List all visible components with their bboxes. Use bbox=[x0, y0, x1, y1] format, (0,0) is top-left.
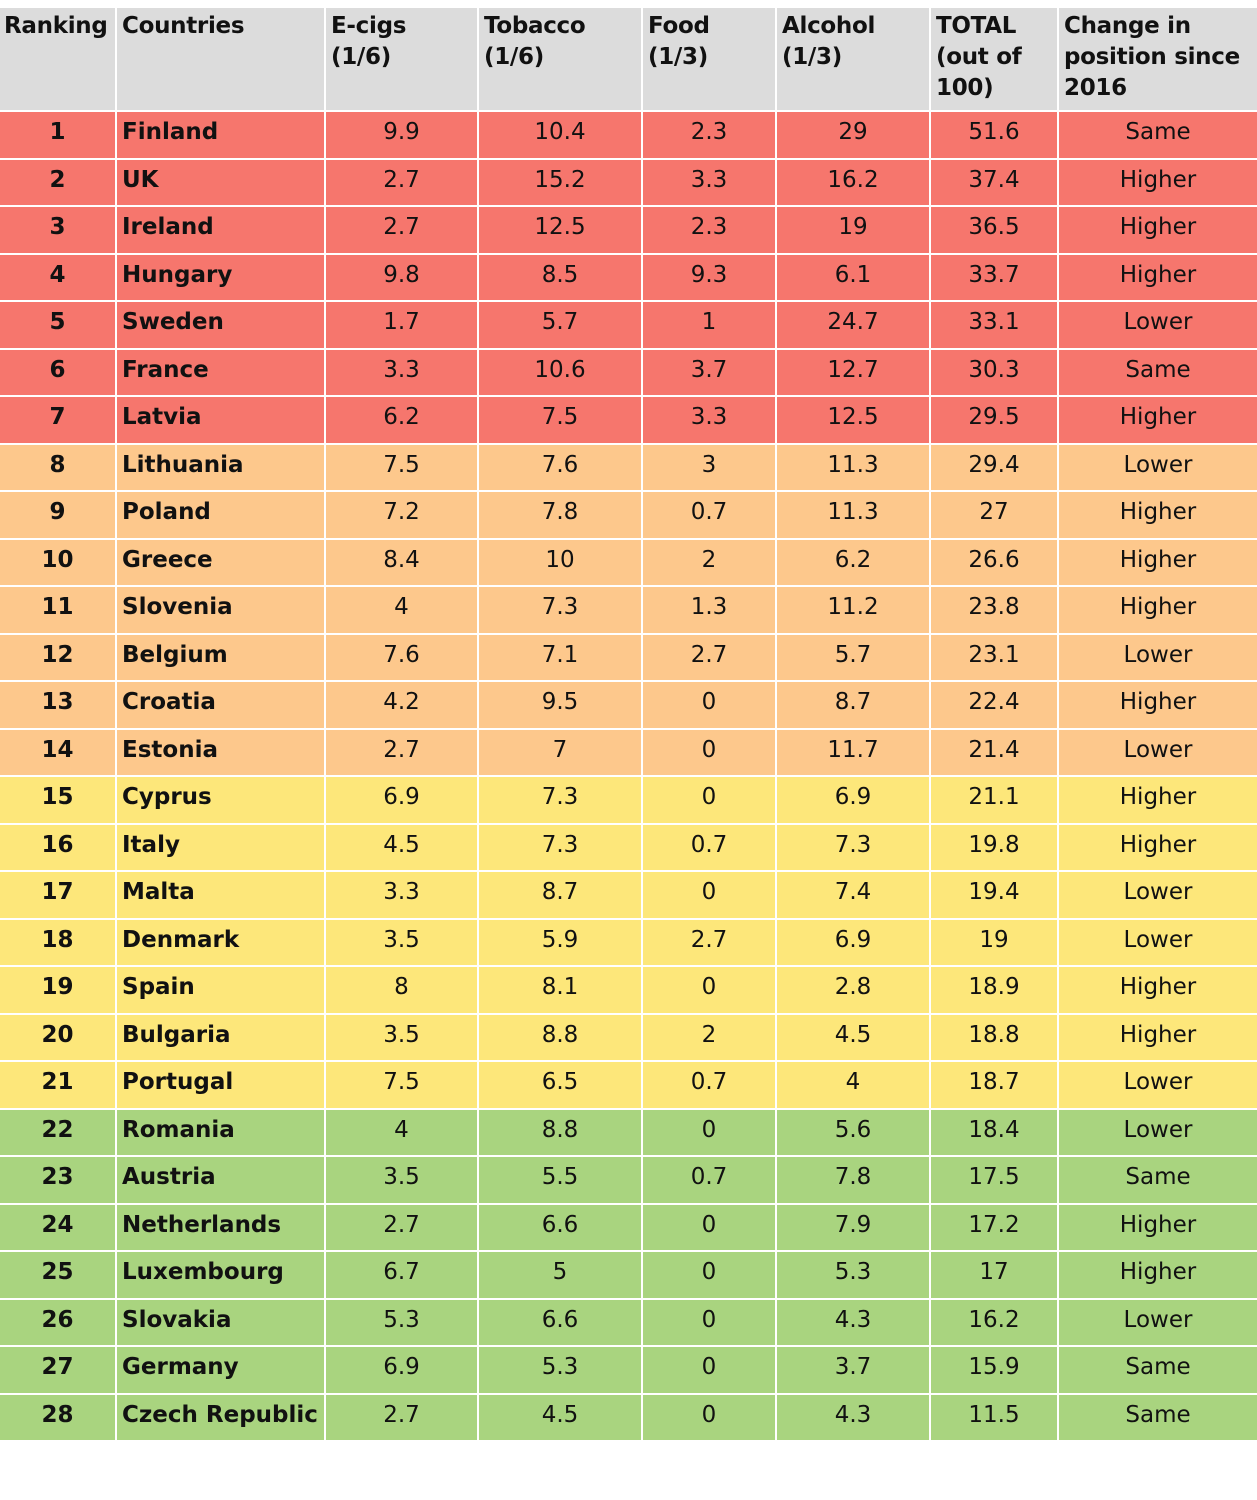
total-cell: 21.1 bbox=[930, 776, 1058, 824]
tobacco-cell: 7.8 bbox=[478, 491, 642, 539]
food-cell: 2.3 bbox=[642, 206, 776, 254]
tobacco-cell: 6.6 bbox=[478, 1204, 642, 1252]
food-cell: 0 bbox=[642, 776, 776, 824]
alcohol-cell: 5.7 bbox=[776, 634, 930, 682]
total-cell: 22.4 bbox=[930, 681, 1058, 729]
food-cell: 2 bbox=[642, 1014, 776, 1062]
rank-cell: 14 bbox=[0, 729, 116, 777]
food-cell: 0.7 bbox=[642, 491, 776, 539]
food-cell: 0 bbox=[642, 1204, 776, 1252]
rank-cell: 18 bbox=[0, 919, 116, 967]
table-row bbox=[0, 1204, 1257, 1252]
rank-cell: 15 bbox=[0, 776, 116, 824]
ecigs-cell: 6.2 bbox=[325, 396, 478, 444]
rank-cell: 12 bbox=[0, 634, 116, 682]
food-cell: 0.7 bbox=[642, 1061, 776, 1109]
change-cell: Higher bbox=[1058, 681, 1257, 729]
rank-cell: 7 bbox=[0, 396, 116, 444]
country-cell: Latvia bbox=[116, 396, 325, 444]
table-row bbox=[0, 159, 1257, 207]
country-cell: France bbox=[116, 349, 325, 397]
table-row bbox=[0, 1014, 1257, 1062]
alcohol-cell: 11.3 bbox=[776, 444, 930, 492]
table-row bbox=[0, 1346, 1257, 1394]
rank-cell: 8 bbox=[0, 444, 116, 492]
table-row bbox=[0, 586, 1257, 634]
total-cell: 23.8 bbox=[930, 586, 1058, 634]
alcohol-cell: 11.3 bbox=[776, 491, 930, 539]
alcohol-cell: 16.2 bbox=[776, 159, 930, 207]
rank-cell: 1 bbox=[0, 111, 116, 159]
country-cell: Bulgaria bbox=[116, 1014, 325, 1062]
tobacco-cell: 15.2 bbox=[478, 159, 642, 207]
ecigs-cell: 9.8 bbox=[325, 254, 478, 302]
alcohol-cell: 12.7 bbox=[776, 349, 930, 397]
alcohol-cell: 19 bbox=[776, 206, 930, 254]
rank-cell: 5 bbox=[0, 301, 116, 349]
rank-cell: 4 bbox=[0, 254, 116, 302]
rank-cell: 19 bbox=[0, 966, 116, 1014]
change-cell: Lower bbox=[1058, 1299, 1257, 1347]
food-cell: 0 bbox=[642, 729, 776, 777]
table-row bbox=[0, 1109, 1257, 1157]
food-cell: 0 bbox=[642, 1394, 776, 1442]
rank-cell: 22 bbox=[0, 1109, 116, 1157]
table-row bbox=[0, 729, 1257, 777]
ecigs-cell: 8 bbox=[325, 966, 478, 1014]
table-row bbox=[0, 1394, 1257, 1442]
country-cell: Greece bbox=[116, 539, 325, 587]
ecigs-cell: 2.7 bbox=[325, 1204, 478, 1252]
change-cell: Same bbox=[1058, 1346, 1257, 1394]
alcohol-cell: 6.9 bbox=[776, 776, 930, 824]
tobacco-cell: 6.6 bbox=[478, 1299, 642, 1347]
country-cell: Romania bbox=[116, 1109, 325, 1157]
total-cell: 17.2 bbox=[930, 1204, 1058, 1252]
tobacco-cell: 7.1 bbox=[478, 634, 642, 682]
country-cell: Belgium bbox=[116, 634, 325, 682]
ecigs-cell: 7.5 bbox=[325, 1061, 478, 1109]
change-cell: Same bbox=[1058, 111, 1257, 159]
alcohol-cell: 4.3 bbox=[776, 1299, 930, 1347]
change-cell: Higher bbox=[1058, 966, 1257, 1014]
ecigs-cell: 6.9 bbox=[325, 776, 478, 824]
ecigs-header: E-cigs (1/6) bbox=[325, 8, 478, 111]
total-cell: 33.7 bbox=[930, 254, 1058, 302]
country-cell: Spain bbox=[116, 966, 325, 1014]
change-cell: Higher bbox=[1058, 1014, 1257, 1062]
country-cell: Poland bbox=[116, 491, 325, 539]
countries-header: Countries bbox=[116, 8, 325, 111]
change-cell: Higher bbox=[1058, 824, 1257, 872]
tobacco-cell: 4.5 bbox=[478, 1394, 642, 1442]
change-cell: Lower bbox=[1058, 1109, 1257, 1157]
table-row bbox=[0, 1061, 1257, 1109]
table-header bbox=[0, 8, 1257, 111]
food-header: Food (1/3) bbox=[642, 8, 776, 111]
tobacco-cell: 7.3 bbox=[478, 776, 642, 824]
tobacco-cell: 12.5 bbox=[478, 206, 642, 254]
ecigs-cell: 4.2 bbox=[325, 681, 478, 729]
ecigs-cell: 2.7 bbox=[325, 729, 478, 777]
food-cell: 1 bbox=[642, 301, 776, 349]
rank-cell: 11 bbox=[0, 586, 116, 634]
total-cell: 18.8 bbox=[930, 1014, 1058, 1062]
change-cell: Lower bbox=[1058, 444, 1257, 492]
table-row bbox=[0, 349, 1257, 397]
alcohol-cell: 7.4 bbox=[776, 871, 930, 919]
table-row bbox=[0, 491, 1257, 539]
rank-cell: 6 bbox=[0, 349, 116, 397]
total-cell: 26.6 bbox=[930, 539, 1058, 587]
alcohol-cell: 11.7 bbox=[776, 729, 930, 777]
country-cell: Luxembourg bbox=[116, 1251, 325, 1299]
country-cell: Croatia bbox=[116, 681, 325, 729]
change-cell: Lower bbox=[1058, 1061, 1257, 1109]
alcohol-cell: 6.2 bbox=[776, 539, 930, 587]
alcohol-cell: 7.8 bbox=[776, 1156, 930, 1204]
food-cell: 0 bbox=[642, 1251, 776, 1299]
total-cell: 16.2 bbox=[930, 1299, 1058, 1347]
tobacco-cell: 5.5 bbox=[478, 1156, 642, 1204]
change-cell: Lower bbox=[1058, 871, 1257, 919]
ecigs-cell: 3.5 bbox=[325, 1156, 478, 1204]
change-cell: Same bbox=[1058, 1394, 1257, 1442]
table-row bbox=[0, 824, 1257, 872]
ecigs-cell: 7.5 bbox=[325, 444, 478, 492]
alcohol-cell: 12.5 bbox=[776, 396, 930, 444]
total-cell: 18.7 bbox=[930, 1061, 1058, 1109]
total-cell: 18.9 bbox=[930, 966, 1058, 1014]
food-cell: 0 bbox=[642, 681, 776, 729]
country-cell: Sweden bbox=[116, 301, 325, 349]
food-cell: 0.7 bbox=[642, 824, 776, 872]
ecigs-cell: 7.2 bbox=[325, 491, 478, 539]
ecigs-cell: 2.7 bbox=[325, 206, 478, 254]
rank-cell: 17 bbox=[0, 871, 116, 919]
total-cell: 19.4 bbox=[930, 871, 1058, 919]
table-row bbox=[0, 301, 1257, 349]
food-cell: 2.7 bbox=[642, 919, 776, 967]
table-row bbox=[0, 681, 1257, 729]
tobacco-cell: 8.1 bbox=[478, 966, 642, 1014]
ecigs-cell: 4 bbox=[325, 586, 478, 634]
change-cell: Higher bbox=[1058, 1204, 1257, 1252]
ecigs-cell: 6.7 bbox=[325, 1251, 478, 1299]
country-cell: Hungary bbox=[116, 254, 325, 302]
change-cell: Lower bbox=[1058, 729, 1257, 777]
total-cell: 19 bbox=[930, 919, 1058, 967]
change-cell: Higher bbox=[1058, 491, 1257, 539]
ecigs-cell: 3.5 bbox=[325, 919, 478, 967]
tobacco-cell: 5.9 bbox=[478, 919, 642, 967]
country-cell: Netherlands bbox=[116, 1204, 325, 1252]
alcohol-cell: 2.8 bbox=[776, 966, 930, 1014]
rank-cell: 16 bbox=[0, 824, 116, 872]
rank-cell: 27 bbox=[0, 1346, 116, 1394]
total-cell: 29.4 bbox=[930, 444, 1058, 492]
total-header: TOTAL (out of 100) bbox=[930, 8, 1058, 111]
food-cell: 2.7 bbox=[642, 634, 776, 682]
alcohol-cell: 4.3 bbox=[776, 1394, 930, 1442]
rank-cell: 23 bbox=[0, 1156, 116, 1204]
rank-cell: 21 bbox=[0, 1061, 116, 1109]
nanny-state-table bbox=[0, 8, 1257, 1442]
tobacco-cell: 10.6 bbox=[478, 349, 642, 397]
food-cell: 2 bbox=[642, 539, 776, 587]
food-cell: 3.3 bbox=[642, 159, 776, 207]
country-cell: Austria bbox=[116, 1156, 325, 1204]
change-cell: Higher bbox=[1058, 254, 1257, 302]
change-cell: Lower bbox=[1058, 919, 1257, 967]
table-body bbox=[0, 111, 1257, 1441]
ecigs-cell: 3.5 bbox=[325, 1014, 478, 1062]
alcohol-cell: 6.1 bbox=[776, 254, 930, 302]
table-row bbox=[0, 444, 1257, 492]
food-cell: 0 bbox=[642, 1299, 776, 1347]
tobacco-cell: 7 bbox=[478, 729, 642, 777]
table-row bbox=[0, 966, 1257, 1014]
country-cell: Malta bbox=[116, 871, 325, 919]
total-cell: 23.1 bbox=[930, 634, 1058, 682]
header-row bbox=[0, 8, 1257, 111]
change-cell: Higher bbox=[1058, 159, 1257, 207]
ecigs-cell: 3.3 bbox=[325, 349, 478, 397]
tobacco-cell: 7.6 bbox=[478, 444, 642, 492]
rank-cell: 13 bbox=[0, 681, 116, 729]
country-cell: UK bbox=[116, 159, 325, 207]
change-cell: Higher bbox=[1058, 1251, 1257, 1299]
alcohol-cell: 5.6 bbox=[776, 1109, 930, 1157]
total-cell: 19.8 bbox=[930, 824, 1058, 872]
country-cell: Ireland bbox=[116, 206, 325, 254]
tobacco-cell: 7.5 bbox=[478, 396, 642, 444]
food-cell: 0 bbox=[642, 1109, 776, 1157]
rank-cell: 28 bbox=[0, 1394, 116, 1442]
rank-cell: 9 bbox=[0, 491, 116, 539]
tobacco-cell: 8.5 bbox=[478, 254, 642, 302]
total-cell: 15.9 bbox=[930, 1346, 1058, 1394]
table-row bbox=[0, 254, 1257, 302]
ecigs-cell: 9.9 bbox=[325, 111, 478, 159]
country-cell: Portugal bbox=[116, 1061, 325, 1109]
tobacco-cell: 5 bbox=[478, 1251, 642, 1299]
rank-cell: 20 bbox=[0, 1014, 116, 1062]
table-row bbox=[0, 1156, 1257, 1204]
change-cell: Higher bbox=[1058, 776, 1257, 824]
ecigs-cell: 5.3 bbox=[325, 1299, 478, 1347]
table-row bbox=[0, 539, 1257, 587]
food-cell: 0 bbox=[642, 1346, 776, 1394]
ecigs-cell: 8.4 bbox=[325, 539, 478, 587]
total-cell: 17.5 bbox=[930, 1156, 1058, 1204]
alcohol-cell: 5.3 bbox=[776, 1251, 930, 1299]
table-row bbox=[0, 871, 1257, 919]
total-cell: 36.5 bbox=[930, 206, 1058, 254]
tobacco-cell: 8.7 bbox=[478, 871, 642, 919]
change-cell: Lower bbox=[1058, 301, 1257, 349]
total-cell: 18.4 bbox=[930, 1109, 1058, 1157]
ecigs-cell: 2.7 bbox=[325, 1394, 478, 1442]
country-cell: Lithuania bbox=[116, 444, 325, 492]
change-cell: Higher bbox=[1058, 396, 1257, 444]
country-cell: Italy bbox=[116, 824, 325, 872]
food-cell: 0 bbox=[642, 966, 776, 1014]
ecigs-cell: 1.7 bbox=[325, 301, 478, 349]
table-row bbox=[0, 206, 1257, 254]
table-row bbox=[0, 1299, 1257, 1347]
country-cell: Cyprus bbox=[116, 776, 325, 824]
total-cell: 33.1 bbox=[930, 301, 1058, 349]
tobacco-cell: 10 bbox=[478, 539, 642, 587]
food-cell: 2.3 bbox=[642, 111, 776, 159]
country-cell: Slovenia bbox=[116, 586, 325, 634]
alcohol-cell: 8.7 bbox=[776, 681, 930, 729]
alcohol-header: Alcohol (1/3) bbox=[776, 8, 930, 111]
rank-cell: 26 bbox=[0, 1299, 116, 1347]
ecigs-cell: 3.3 bbox=[325, 871, 478, 919]
total-cell: 37.4 bbox=[930, 159, 1058, 207]
tobacco-cell: 7.3 bbox=[478, 586, 642, 634]
change-cell: Same bbox=[1058, 349, 1257, 397]
change-cell: Higher bbox=[1058, 539, 1257, 587]
total-cell: 27 bbox=[930, 491, 1058, 539]
tobacco-cell: 9.5 bbox=[478, 681, 642, 729]
total-cell: 11.5 bbox=[930, 1394, 1058, 1442]
total-cell: 51.6 bbox=[930, 111, 1058, 159]
rank-cell: 10 bbox=[0, 539, 116, 587]
food-cell: 0.7 bbox=[642, 1156, 776, 1204]
rank-cell: 25 bbox=[0, 1251, 116, 1299]
food-cell: 0 bbox=[642, 871, 776, 919]
ecigs-cell: 4.5 bbox=[325, 824, 478, 872]
table-row bbox=[0, 1251, 1257, 1299]
change-cell: Higher bbox=[1058, 206, 1257, 254]
food-cell: 3.7 bbox=[642, 349, 776, 397]
rank-cell: 2 bbox=[0, 159, 116, 207]
tobacco-cell: 5.7 bbox=[478, 301, 642, 349]
alcohol-cell: 24.7 bbox=[776, 301, 930, 349]
country-cell: Slovakia bbox=[116, 1299, 325, 1347]
tobacco-cell: 8.8 bbox=[478, 1014, 642, 1062]
tobacco-cell: 5.3 bbox=[478, 1346, 642, 1394]
alcohol-cell: 4 bbox=[776, 1061, 930, 1109]
alcohol-cell: 7.3 bbox=[776, 824, 930, 872]
country-cell: Finland bbox=[116, 111, 325, 159]
change-header: Change in position since 2016 bbox=[1058, 8, 1257, 111]
alcohol-cell: 3.7 bbox=[776, 1346, 930, 1394]
food-cell: 9.3 bbox=[642, 254, 776, 302]
total-cell: 30.3 bbox=[930, 349, 1058, 397]
table-row bbox=[0, 776, 1257, 824]
country-cell: Germany bbox=[116, 1346, 325, 1394]
alcohol-cell: 6.9 bbox=[776, 919, 930, 967]
tobacco-cell: 6.5 bbox=[478, 1061, 642, 1109]
ecigs-cell: 2.7 bbox=[325, 159, 478, 207]
alcohol-cell: 29 bbox=[776, 111, 930, 159]
table-row bbox=[0, 919, 1257, 967]
alcohol-cell: 4.5 bbox=[776, 1014, 930, 1062]
table-row bbox=[0, 634, 1257, 682]
change-cell: Same bbox=[1058, 1156, 1257, 1204]
ecigs-cell: 7.6 bbox=[325, 634, 478, 682]
country-cell: Czech Republic bbox=[116, 1394, 325, 1442]
food-cell: 3.3 bbox=[642, 396, 776, 444]
alcohol-cell: 7.9 bbox=[776, 1204, 930, 1252]
food-cell: 3 bbox=[642, 444, 776, 492]
rank-cell: 24 bbox=[0, 1204, 116, 1252]
change-cell: Lower bbox=[1058, 634, 1257, 682]
tobacco-cell: 10.4 bbox=[478, 111, 642, 159]
tobacco-cell: 8.8 bbox=[478, 1109, 642, 1157]
total-cell: 29.5 bbox=[930, 396, 1058, 444]
ranking-header: Ranking bbox=[0, 8, 116, 111]
total-cell: 21.4 bbox=[930, 729, 1058, 777]
country-cell: Estonia bbox=[116, 729, 325, 777]
table-row bbox=[0, 111, 1257, 159]
tobacco-header: Tobacco (1/6) bbox=[478, 8, 642, 111]
change-cell: Higher bbox=[1058, 586, 1257, 634]
country-cell: Denmark bbox=[116, 919, 325, 967]
ecigs-cell: 6.9 bbox=[325, 1346, 478, 1394]
total-cell: 17 bbox=[930, 1251, 1058, 1299]
tobacco-cell: 7.3 bbox=[478, 824, 642, 872]
alcohol-cell: 11.2 bbox=[776, 586, 930, 634]
food-cell: 1.3 bbox=[642, 586, 776, 634]
ecigs-cell: 4 bbox=[325, 1109, 478, 1157]
rank-cell: 3 bbox=[0, 206, 116, 254]
table-row bbox=[0, 396, 1257, 444]
